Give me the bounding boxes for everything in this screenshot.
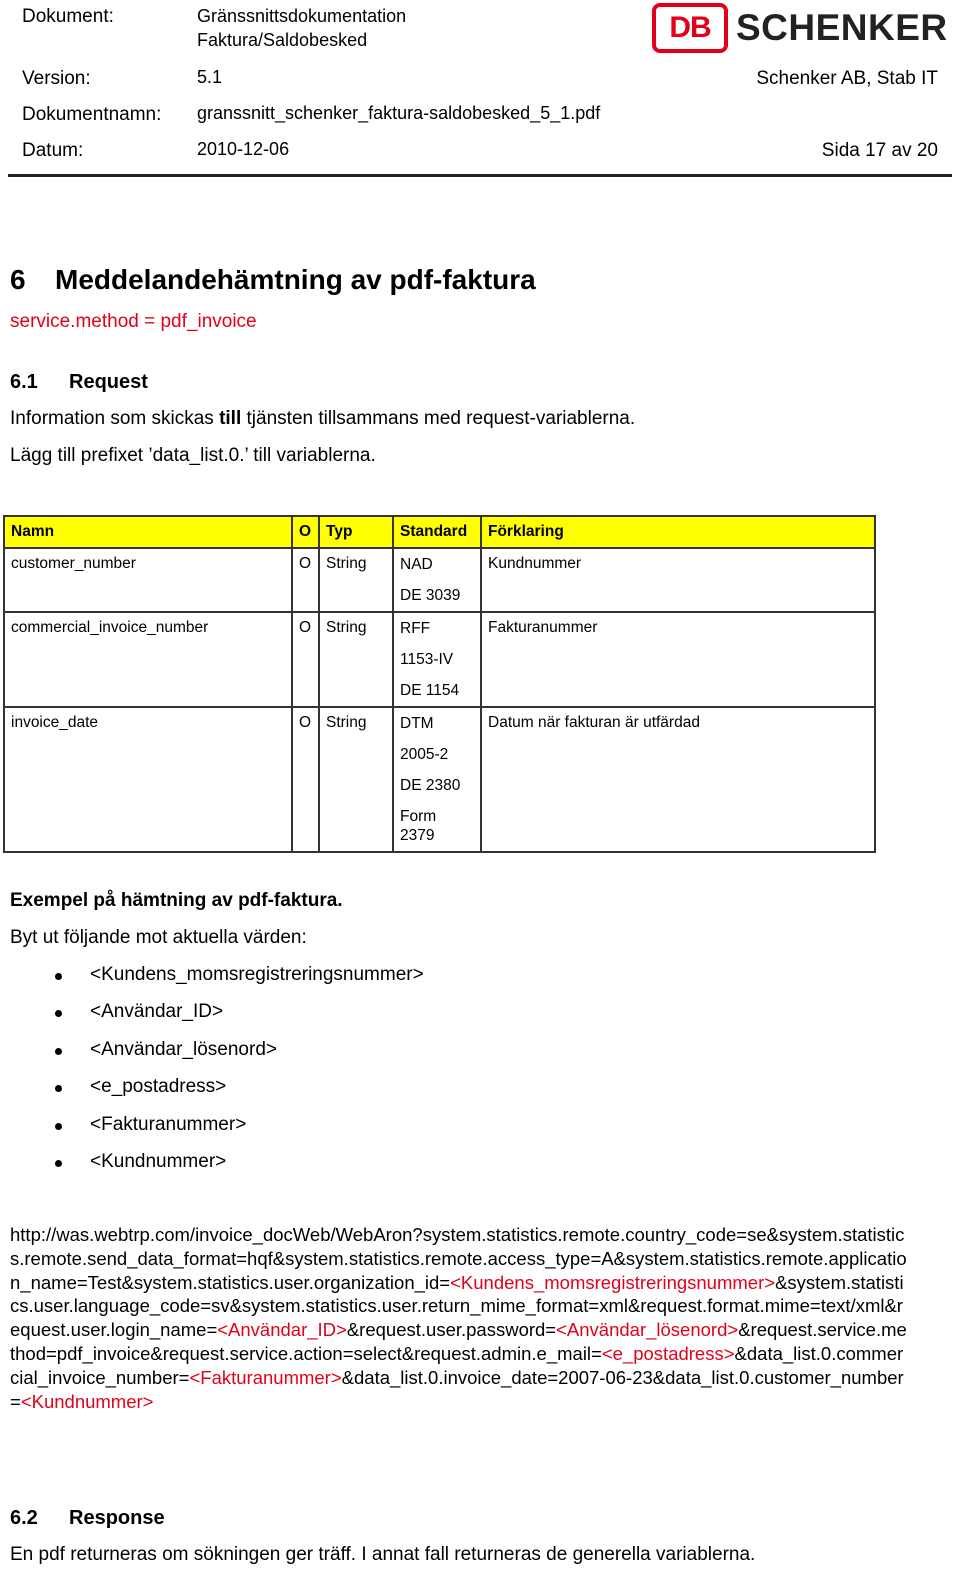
document-header <box>0 0 960 180</box>
bullet-icon <box>55 1160 62 1167</box>
cell-typ: String <box>319 612 393 707</box>
url-placeholder: <Kundnummer> <box>20 1390 154 1412</box>
page-number: Sida 17 av 20 <box>821 140 938 161</box>
standard-line: DE 2380 <box>400 777 461 794</box>
intro-paragraph <box>10 408 635 430</box>
intro-text-before: Information som skickas <box>10 408 220 429</box>
url-segment: &system.statistics.user.language_code=sv&system.statistics.user.return_mime_format=xml&request.format.mime=text/xml&request.user.login_name= <box>10 1271 904 1341</box>
cell-forklaring: Fakturanummer <box>481 612 875 707</box>
section-61-number: 6.1 <box>10 371 38 393</box>
example-instruction: Byt ut följande mot aktuella värden: <box>10 927 307 948</box>
col-header-forklaring: Förklaring <box>481 516 875 548</box>
url-placeholder: <e_postadress> <box>601 1342 735 1364</box>
bullet-icon <box>55 1085 62 1092</box>
cell-o: O <box>292 612 319 707</box>
table-row <box>4 548 875 612</box>
placeholder-text: <Kundens_momsregistreringsnummer> <box>90 964 424 985</box>
standard-line: DTM <box>400 715 434 732</box>
url-segment: &request.service.method=pdf_invoice&request.service.action=select&request.admin.e_mail= <box>10 1319 907 1364</box>
url-placeholder: <Kundens_momsregistreringsnummer> <box>450 1271 776 1293</box>
section-61-heading <box>10 371 148 394</box>
table-row <box>4 612 875 707</box>
cell-standard <box>393 612 481 707</box>
list-item <box>55 962 424 999</box>
dokument-label: Dokument: <box>22 6 114 27</box>
intro-text-after: tjänsten tillsammans med request-variablerna. <box>241 408 636 429</box>
bullet-icon <box>55 1010 62 1017</box>
example-request-url[interactable] <box>10 1223 910 1413</box>
cell-standard <box>393 707 481 852</box>
standard-line: 1153-IV <box>400 651 454 668</box>
table-header-row <box>4 516 875 548</box>
section-62-number: 6.2 <box>10 1507 38 1529</box>
cell-o: O <box>292 707 319 852</box>
standard-line: 2005-2 <box>400 746 449 763</box>
cell-forklaring: Kundnummer <box>481 548 875 612</box>
db-schenker-logo <box>652 3 947 53</box>
list-item <box>55 1149 424 1186</box>
prefix-note: Lägg till prefixet ’data_list.0.’ till variablerna. <box>10 445 376 466</box>
standard-line: RFF <box>400 620 431 637</box>
header-divider <box>8 174 952 177</box>
section-62-title: Response <box>69 1507 165 1529</box>
company-name: Schenker AB, Stab IT <box>756 68 938 89</box>
request-variables-table <box>3 515 876 853</box>
section-6-title: Meddelandehämtning av pdf-faktura <box>55 264 536 295</box>
cell-o: O <box>292 548 319 612</box>
list-item <box>55 1037 424 1074</box>
url-segment: &data_list.0.commercial_invoice_number= <box>10 1342 904 1388</box>
cell-standard <box>393 548 481 612</box>
placeholder-text: <Användar_lösenord> <box>90 1038 277 1060</box>
intro-text-bold: till <box>219 408 242 429</box>
standard-line: DE 3039 <box>400 587 461 604</box>
col-header-namn: Namn <box>4 516 292 548</box>
datum-value: 2010-12-06 <box>197 139 290 159</box>
placeholder-text: <Användar_ID> <box>90 1001 224 1023</box>
response-paragraph: En pdf returneras om sökningen ger träff. I annat fall returneras de generella variablerna. <box>10 1544 756 1565</box>
service-method-line: service.method = pdf_invoice <box>10 311 257 332</box>
url-placeholder: <Fakturanummer> <box>189 1366 342 1388</box>
version-value: 5.1 <box>197 67 223 87</box>
section-61-title: Request <box>69 371 148 393</box>
url-placeholder: <Användar_lösenord> <box>556 1319 739 1341</box>
bullet-icon <box>55 1048 62 1055</box>
standard-line: Form 2379 <box>400 808 437 844</box>
placeholder-text: <Kundnummer> <box>90 1150 227 1172</box>
dokument-title-line2: Faktura/Saldobesked <box>197 30 368 50</box>
version-label: Version: <box>22 68 91 89</box>
col-header-typ: Typ <box>319 516 393 548</box>
cell-namn: customer_number <box>4 548 292 612</box>
dokument-title-line1: Gränssnittsdokumentation <box>197 6 407 26</box>
list-item <box>55 1112 424 1149</box>
bullet-icon <box>55 973 62 980</box>
placeholder-list <box>55 962 424 1186</box>
section-6-heading <box>10 264 536 296</box>
url-placeholder: <Användar_ID> <box>217 1319 347 1341</box>
cell-forklaring: Datum när fakturan är utfärdad <box>481 707 875 852</box>
section-62-heading <box>10 1507 165 1530</box>
placeholder-text: <Fakturanummer> <box>90 1113 247 1135</box>
col-header-o: O <box>292 516 319 548</box>
standard-line: DE 1154 <box>400 682 460 699</box>
standard-line: NAD <box>400 556 433 573</box>
section-6-number: 6 <box>10 264 26 295</box>
url-segment: http://was.webtrp.com/invoice_docWeb/WebAron?system.statistics.remote.country_code=se&system.statistics.remote.send_data_format=hqf&system.statistics.remote.access_type=A&system.statistics.remote.application_name=Test&system.statistics.user.organization_id= <box>10 1224 907 1293</box>
list-item <box>55 1074 424 1111</box>
list-item <box>55 999 424 1036</box>
db-logo-icon: DB <box>652 3 728 53</box>
cell-typ: String <box>319 707 393 852</box>
placeholder-text: <e_postadress> <box>90 1076 227 1098</box>
url-segment: &data_list.0.invoice_date=2007-06-23&data_list.0.customer_number= <box>10 1366 904 1412</box>
col-header-standard: Standard <box>393 516 481 548</box>
cell-namn: invoice_date <box>4 707 292 852</box>
url-segment: &request.user.password= <box>346 1319 557 1341</box>
datum-label: Datum: <box>22 140 84 161</box>
table-row <box>4 707 875 852</box>
cell-typ: String <box>319 548 393 612</box>
bullet-icon <box>55 1123 62 1130</box>
cell-namn: commercial_invoice_number <box>4 612 292 707</box>
example-heading: Exempel på hämtning av pdf-faktura. <box>10 890 343 911</box>
dokumentnamn-value: granssnitt_schenker_faktura-saldobesked_5_1.pdf <box>197 103 601 123</box>
schenker-wordmark: SCHENKER <box>736 7 948 48</box>
dokumentnamn-label: Dokumentnamn: <box>22 104 162 125</box>
